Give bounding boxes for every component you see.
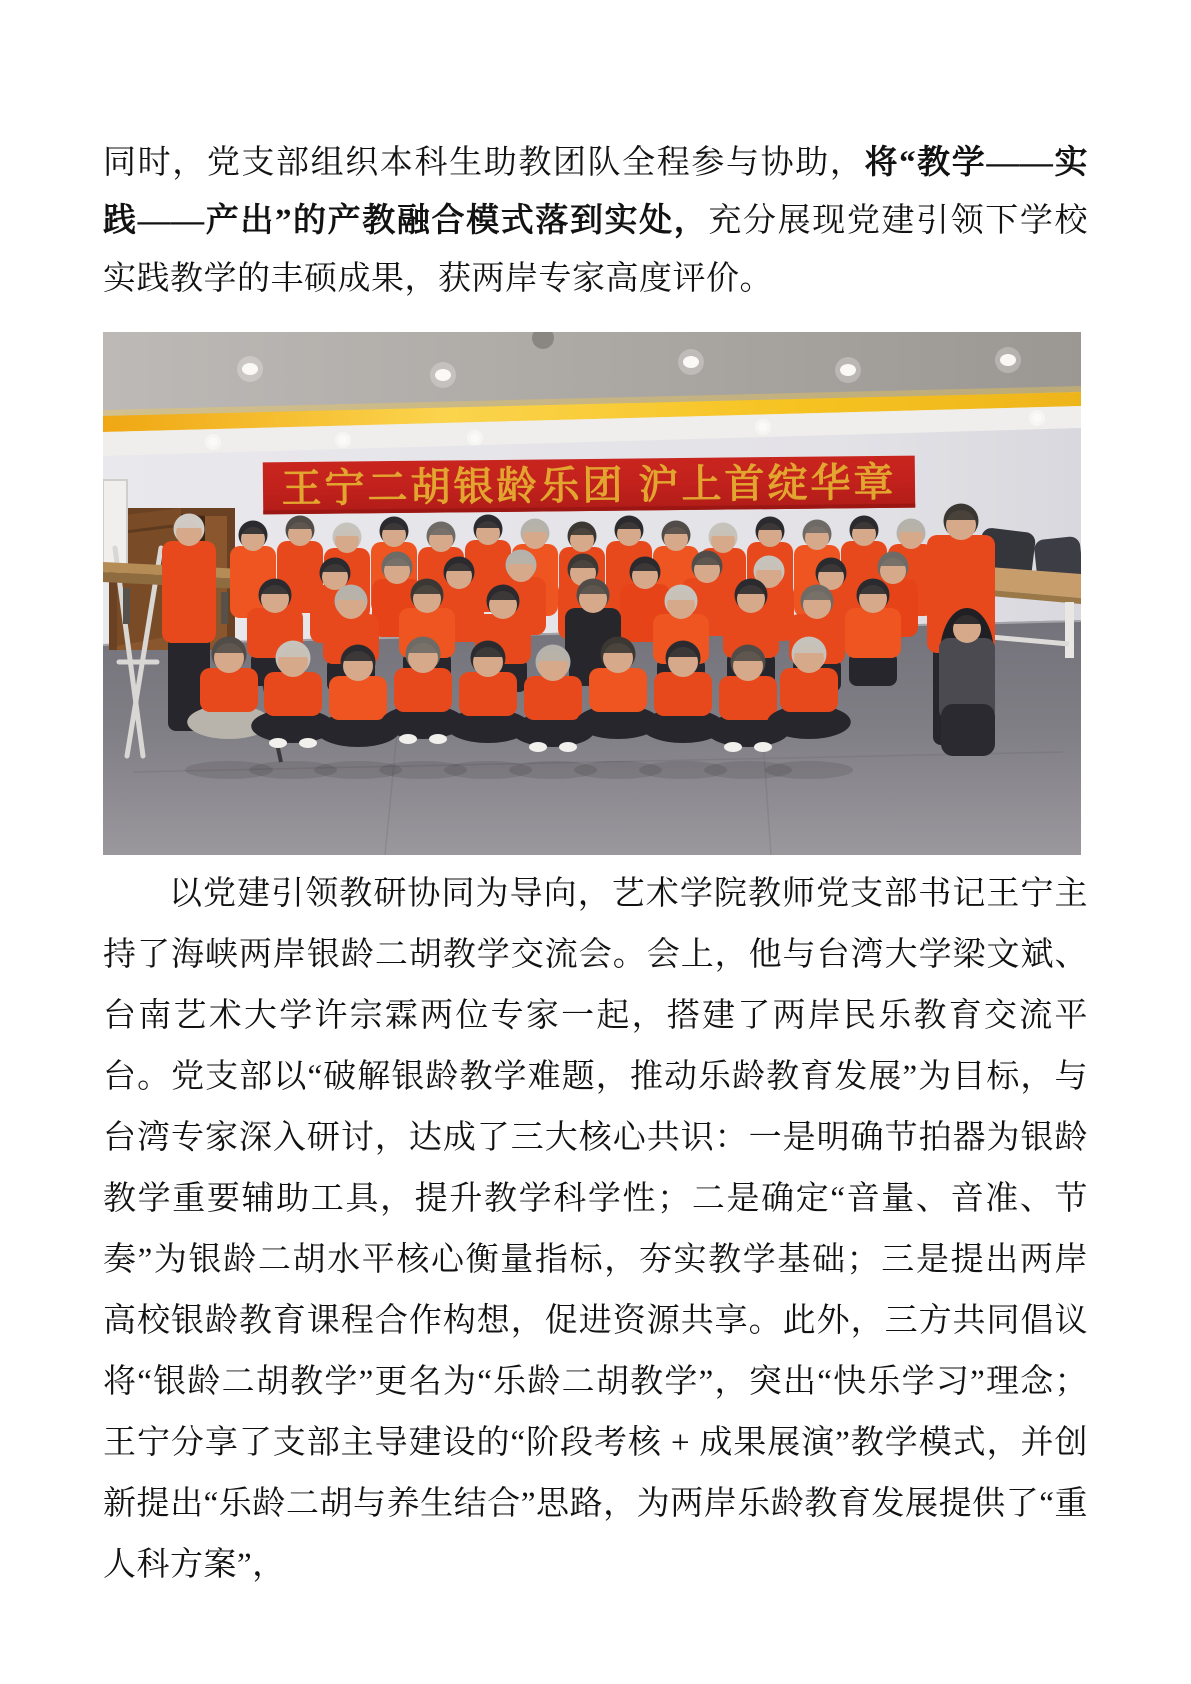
paragraph-1-bold: 将“教学——实践——产出”的产教融合模式落到实处， xyxy=(103,145,1089,239)
banner xyxy=(263,456,916,515)
group-photo-image xyxy=(103,332,1081,855)
paragraph-1-end: 充分展现党建引领下学校实践教学的丰硕成果，获两岸专家高度评价。 xyxy=(103,203,1089,297)
paragraph-2: 以党建引领教研协同为导向，艺术学院教师党支部书记王宁主持了海峡两岸银龄二胡教学交流会。会上，他与台湾大学梁文斌、台南艺术大学许宗霖两位专家一起，搭建了两岸民乐教育交流平台。党支部以“破解银龄教学难题，推动乐龄教育发展”为目标，与台湾专家深入研讨，达成了三大核心共识：一是明确节拍器为银龄教学重要辅助工具，提升教学科学性；二是确定“音量、音准、节奏”为银龄二胡水平核心衡量指标，夯实教学基础；三是提出两岸高校银龄教育课程合作构想，促进资源共享。此外，三方共同倡议将“银龄二胡教学”更名为“乐龄二胡教学”，突出“快乐学习”理念；王宁分享了支部主导建设的“阶段考核 + 成果展演”教学模式，并创新提出“乐龄二胡与养生结合”思路，为两岸乐龄教育发展提供了“重人科方案”， xyxy=(103,876,1088,1583)
paragraph-1-start: 同时，党支部组织本科生助教团队全程参与协助， xyxy=(103,145,865,181)
paragraph-1 xyxy=(103,134,1088,308)
banner-text: 王宁二胡银龄乐团 沪上首绽华章 xyxy=(281,459,897,512)
group-photo-illustration xyxy=(103,332,1081,855)
